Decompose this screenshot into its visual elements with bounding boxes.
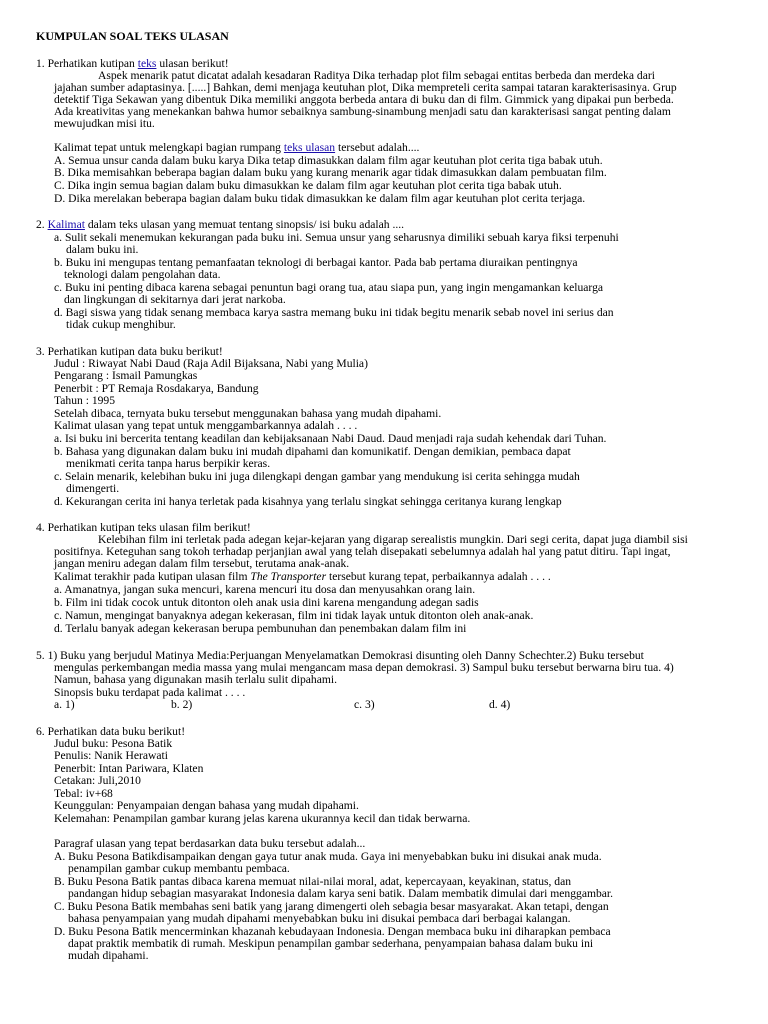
q4-option-c: c. Namun, mengingat banyaknya adegan kekerasan, film ini tidak layak untuk ditonton oleh anak-anak. [54,609,534,622]
q6-data-line: Keunggulan: Penyampaian dengan bahasa yang mudah dipahami. [54,799,359,812]
q3-intro: 3. Perhatikan kutipan data buku berikut! [36,345,223,358]
q6-data-line: Kelemahan: Penampilan gambar kurang jelas karena ukurannya kecil dan tidak berwarna. [54,812,471,825]
q6-option-c-cont: bahasa penyampaian yang mudah dipahami menyebabkan buku ini disukai pembaca dari berbagai kalangan. [68,912,571,925]
q3-option-b-cont: menikmati cerita tanpa harus berpikir keras. [66,457,271,470]
q5-option-a: a. 1) [54,698,75,711]
q3-option-b: b. Bahasa yang digunakan dalam buku ini mudah dipahami dan komunikatif. Dengan demikian, pembaca dapat [54,445,571,458]
q6-option-a: A. Buku Pesona Batikdisampaikan dengan gaya tutur anak muda. Gaya ini menyebabkan buku ini disukai anak muda. [54,850,602,863]
q4-passage-line: Kelebihan film ini terletak pada adegan kejar-kejaran yang digarap serealistis mungkin. Dari segi cerita, dapat juga diambil sisi [98,533,688,546]
q2-option-c: c. Buku ini penting dibaca karena sebagai penuntun bagi orang tua, atau siapa pun, yang ingin mengamankan keluarga [54,281,604,294]
q5-option-d: d. 4) [489,698,511,711]
q5-question: Sinopsis buku terdapat pada kalimat . . . . [54,686,246,699]
q3-data-line: Tahun : 1995 [54,394,116,407]
q3-data-line: Penerbit : PT Remaja Rosdakarya, Bandung [54,382,259,395]
q1-passage-line: detektif Tiga Sekawan yang dibentuk Dika memiliki anggota berbeda antara di buku dan di film. Gimmick yang dipakai pun berbeda. [54,93,674,106]
q1-option-d: D. Dika merelakan beberapa bagian dalam buku tidak dimasukkan ke dalam film agar keutuhan plot cerita terjaga. [54,192,586,205]
q3-option-c-cont: dimengerti. [66,482,120,495]
q3-data-line: Pengarang : Ismail Pamungkas [54,369,198,382]
q3-question: Kalimat ulasan yang tepat untuk menggambarkannya adalah . . . . [54,419,358,432]
q6-option-d: D. Buku Pesona Batik mencerminkan khazanah kebudayaan Indonesia. Dengan membaca buku ini diharapkan pembaca [54,925,611,938]
document-title: KUMPULAN SOAL TEKS ULASAN [36,29,229,43]
q5-option-b: b. 2) [171,698,193,711]
link-teks[interactable]: teks [137,57,157,70]
q6-data-line: Cetakan: Juli,2010 [54,774,141,787]
q5-passage-line: 5. 1) Buku yang berjudul Matinya Media:Perjuangan Menyelamatkan Demokrasi disunting oleh Danny Schechter.2) Buku tersebut [36,649,644,662]
q6-option-b: B. Buku Pesona Batik pantas dibaca karena memuat nilai-nilai moral, adat, kepercayaan, keyakinan, status, dan [54,875,572,888]
q4-question: Kalimat terakhir pada kutipan ulasan film The Transporter tersebut kurang tepat, perbaikannya adalah . . . . [54,570,551,583]
q6-option-a-cont: penampilan gambar cukup membantu pembaca. [68,862,290,875]
q3-option-a: a. Isi buku ini bercerita tentang keadilan dan kebijaksanaan Nabi Daud. Daud menjadi raja sudah kehendak dari Tuhan. [54,432,607,445]
q2-option-a-cont: dalam buku ini. [66,243,139,256]
q2-option-b: b. Buku ini mengupas tentang pemanfaatan teknologi di berbagai kantor. Pada bab pertama diuraikan pentingnya [54,256,578,269]
q1-passage-line: mewujudkan misi itu. [54,117,155,130]
q1-passage-line: Aspek menarik patut dicatat adalah kesadaran Raditya Dika terhadap plot film sebagai entitas berbeda dan merdeka dari [98,69,655,82]
q2-option-b-cont: teknologi dalam pengolahan data. [64,268,221,281]
q4-passage-line: jangan meniru adegan dalam film tersebut, terutama anak-anak. [54,557,350,570]
q4-option-a: a. Amanatnya, jangan suka mencuri, karena mencuri itu dosa dan menyusahkan orang lain. [54,583,476,596]
q2-option-d: d. Bagi siswa yang tidak senang membaca karya sastra memang buku ini tidak begitu menarik sebab novel ini serius dan [54,306,614,319]
q3-data-line: Judul : Riwayat Nabi Daud (Raja Adil Bijaksana, Nabi yang Mulia) [54,357,368,370]
q3-option-d: d. Kekurangan cerita ini hanya terletak pada kisahnya yang terlalu singkat sehingga ceritanya kurang lengkap [54,495,562,508]
q4-option-d: d. Terlalu banyak adegan kekerasan berupa pembunuhan dan penembakan dalam film ini [54,622,467,635]
q1-option-a: A. Semua unsur canda dalam buku karya Dika tetap dimasukkan dalam film agar keutuhan plot cerita tiga babak utuh. [54,154,603,167]
link-kalimat[interactable]: Kalimat [47,218,85,231]
q1-question: Kalimat tepat untuk melengkapi bagian rumpang teks ulasan tersebut adalah.... [54,141,420,154]
q5-option-c: c. 3) [354,698,375,711]
q1-passage-line: jajahan sumber adaptasinya. [.....] Bahkan, demi menjaga keutuhan plot, Dika mempreteli cerita sampai tataran karakterisasinya. Grup [54,81,677,94]
q6-data-line: Penerbit: Intan Pariwara, Klaten [54,762,204,775]
q6-option-d-cont: dapat praktik membatik di rumah. Meskipun penampilan gambar sederhana, penyampaian bahasa dalam buku ini [68,937,594,950]
q6-intro: 6. Perhatikan data buku berikut! [36,725,186,738]
q6-option-d-cont: mudah dipahami. [68,949,149,962]
q2-option-c-cont: dan lingkungan di sekitarnya dari jerat narkoba. [64,293,286,306]
q5-passage-line: Namun, bahasa yang digunakan masih terlalu sulit dipahami. [54,673,338,686]
q5-passage-line: mengulas perkembangan media massa yang mulai mengancam masa depan demokrasi. 3) Sampul buku tersebut berwarna biru tua. 4) [54,661,674,674]
q6-option-b-cont: pandangan hidup sebagian masyarakat Indonesia dalam karya seni batik. Dalam membatik dimulai dari menggambar. [68,887,614,900]
q6-option-c: C. Buku Pesona Batik membahas seni batik yang jarang dimengerti oleh sebagia besar masyarakat. Akan tetapi, dengan [54,900,609,913]
q2-option-a: a. Sulit sekali menemukan kekurangan pada buku ini. Semua unsur yang seharusnya dimiliki sebuah karya fiksi terpenuhi [54,231,619,244]
q6-data-line: Penulis: Nanik Herawati [54,749,168,762]
film-title: The Transporter [250,570,327,583]
q1-intro: 1. Perhatikan kutipan teks ulasan berikut! [36,57,229,70]
q6-question: Paragraf ulasan yang tepat berdasarkan data buku tersebut adalah... [54,837,366,850]
q3-data-line: Setelah dibaca, ternyata buku tersebut menggunakan bahasa yang mudah dipahami. [54,407,442,420]
q4-intro: 4. Perhatikan kutipan teks ulasan film berikut! [36,521,251,534]
q4-option-b: b. Film ini tidak cocok untuk ditonton oleh anak usia dini karena mengandung adegan sadis [54,596,479,609]
q1-option-b: B. Dika memisahkan beberapa bagian dalam buku yang kurang menarik agar tidak dimasukkan dalam pembuatan film. [54,166,607,179]
q2-question: 2. Kalimat dalam teks ulasan yang memuat tentang sinopsis/ isi buku adalah .... [36,218,405,231]
q4-passage-line: positifnya. Keteguhan sang tokoh terhadap perjanjian awal yang telah disepakati sebelumnya adalah hal yang patut ditiru. Tapi ingat, [54,545,671,558]
q1-passage-line: Ada kreativitas yang menekankan bahwa humor sebaiknya sambung-sinambung menjadi satu dan karakterisasi sangat penting dalam [54,105,671,118]
q3-option-c: c. Selain menarik, kelebihan buku ini juga dilengkapi dengan gambar yang mendukung isi cerita sehingga mudah [54,470,580,483]
link-teks-ulasan[interactable]: teks ulasan [283,141,336,154]
q6-data-line: Tebal: iv+68 [54,787,113,800]
q2-option-d-cont: tidak cukup menghibur. [66,318,176,331]
q1-option-c: C. Dika ingin semua bagian dalam buku dimasukkan ke dalam film agar keutuhan plot cerita tiga babak utuh. [54,179,562,192]
q6-data-line: Judul buku: Pesona Batik [54,737,173,750]
